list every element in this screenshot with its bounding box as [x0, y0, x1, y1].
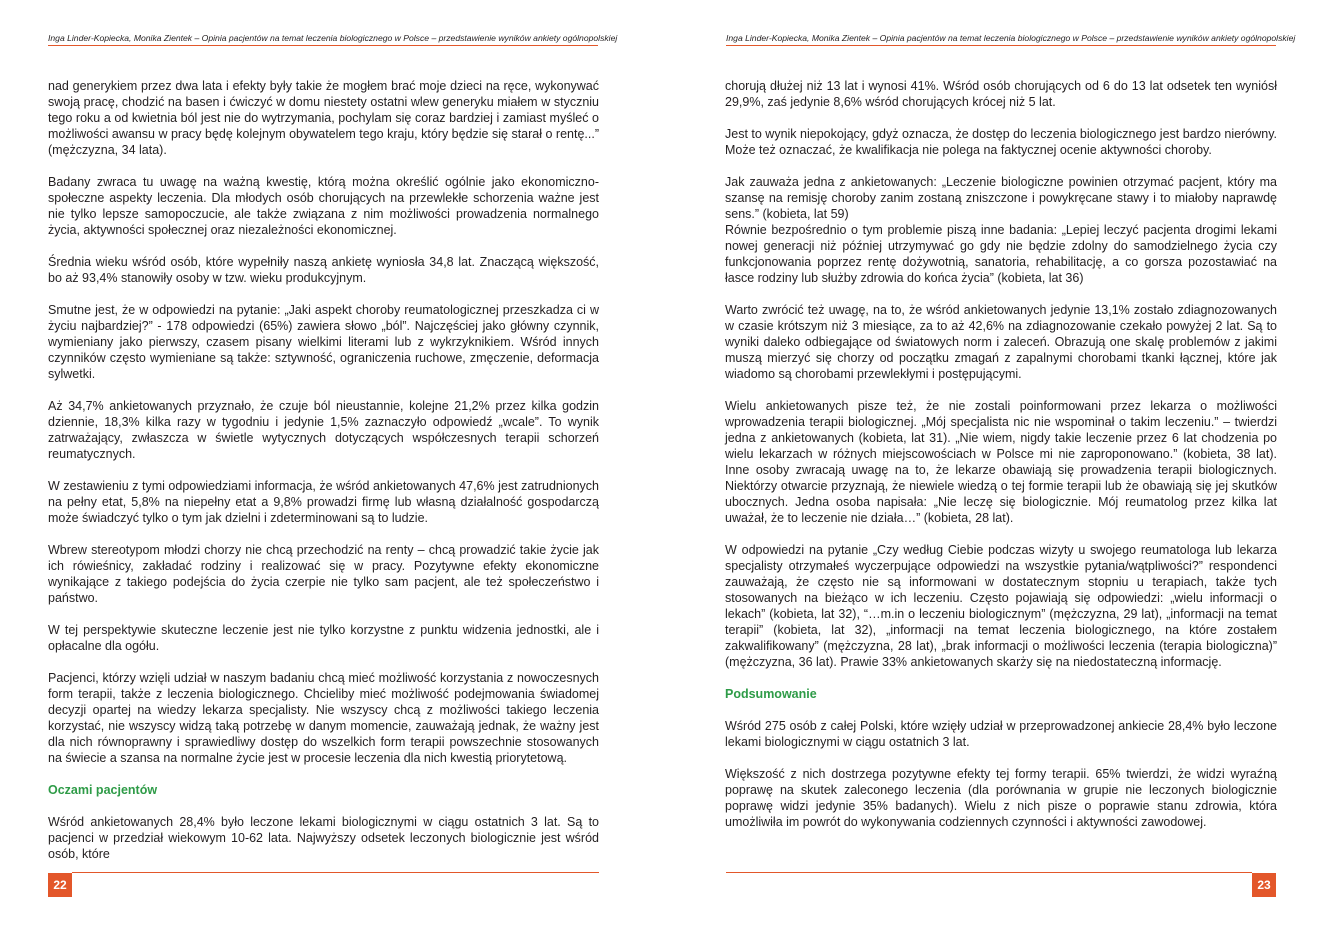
paragraph: W odpowiedzi na pytanie „Czy według Ciebie podczas wizyty u swojego reumatologa lub lekarza specjalisty otrzymałeś wyczerpujące odpowiedzi na wszystkie pytania/wątpliwości?” respondenci zauważają, że często nie są informowani w dostatecznym stopniu u terapiach, także tych stosowanych na bieżąco w ich leczeniu. Często pojawiają się odpowiedzi: „wielu informacji o lekach” (kobieta, lat 32), “…m.in o leczeniu biologicznym” (mężczyzna, 29 lat), „informacji na temat terapii” (kobieta, lat 32), „informacji na temat leczenia biologicznego, na które zostałem zakwalifikowany” (mężczyzna, 28 lat), „brak informacji o możliwości leczenia (terapia biologiczna)” (mężczyzna, 36 lat). Prawie 33% ankietowanych skarży się na niedostateczną informację.: [725, 543, 1277, 669]
left-page-body: [48, 78, 599, 862]
footer-rule: [726, 872, 1252, 873]
paragraph: Pacjenci, którzy wzięli udział w naszym badaniu chcą mieć możliwość korzystania z nowoczesnych form terapii, także z leczenia biologicznego. Chcieliby mieć możliwość podejmowania świadomej decyzji opartej na wiedzy lekarza specjalisty. Nie wszyscy chcą z możliwości takiego leczenia korzystać, nie wszyscy widzą taką potrzebę w danym momencie, zauważają jednak, że ważny jest dla nich równoprawny i sprawiedliwy dostęp do wszelkich form terapii powszechnie stosowanych na świecie a szansa na normalne życie jest w procesie leczenia dla nich kwestią priorytetową.: [48, 671, 599, 765]
running-header: Inga Linder-Kopiecka, Monika Zientek – Opinia pacjentów na temat leczenia biologicznego w Polsce – przedstawienie wyników ankiety ogólnopolskiej: [726, 33, 1296, 43]
paragraph: Większość z nich dostrzega pozytywne efekty tej formy terapii. 65% twierdzi, że widzi wyraźną poprawę na skutek zaleconego leczenia (dla porównania w grupie nie leczonych biologicznie poprawę widzi jedynie 35% badanych). Wielu z nich pisze o poprawie stanu zdrowia, która umożliwiła im powrót do wykonywania codziennych czynności i aktywności zawodowej.: [725, 767, 1277, 829]
paragraph: Wśród ankietowanych 28,4% było leczone lekami biologicznymi w ciągu ostatnich 3 lat. Są to pacjenci w przedział wiekowym 10-62 lata. Najwyższy odsetek leczonych biologicznie jest wśród osób, które: [48, 815, 599, 861]
paragraph: Jest to wynik niepokojący, gdyż oznacza, że dostęp do leczenia biologicznego jest bardzo nierówny. Może też oznaczać, że kwalifikacja nie polega na faktycznej ocenie aktywności choroby.: [725, 127, 1277, 157]
paragraph: nad generykiem przez dwa lata i efekty były takie że mogłem brać moje dzieci na ręce, wykonywać swoją pracę, chodzić na basen i ćwiczyć w domu niestety ostatni wlew generyku miałem w styczniu tego roku a od kwietnia ból jest nie do wytrzymania, pochylam się coraz bardziej i zamiast myśleć o możliwości awansu w pracy będę kolejnym obywatelem tego kraju, który będzie się starał o rentę...” (mężczyzna, 34 lata).: [48, 79, 599, 157]
left-page: [0, 0, 661, 935]
paragraph: Aż 34,7% ankietowanych przyznało, że czuje ból nieustannie, kolejne 21,2% przez kilka godzin dziennie, 18,3% kilka razy w tygodniu i jedynie 1,5% zaznaczyło odpowiedź „wcale”. To wynik zatrważający, zwłaszcza w świetle wytycznych dotyczących współczesnych terapii schorzeń reumatycznych.: [48, 399, 599, 461]
paragraph: W zestawieniu z tymi odpowiedziami informacja, że wśród ankietowanych 47,6% jest zatrudnionych na pełny etat, 5,8% na niepełny etat a 9,8% prowadzi firmę lub własną działalność gospodarczą może świadczyć tylko o tym jak dzielni i zdeterminowani są to ludzie.: [48, 479, 599, 525]
paragraph: chorują dłużej niż 13 lat i wynosi 41%. Wśród osób chorujących od 6 do 13 lat odsetek ten wyniósł 29,9%, zaś jedynie 8,6% wśród chorujących krócej niż 5 lat.: [725, 79, 1277, 109]
paragraph: Jak zauważa jedna z ankietowanych: „Leczenie biologiczne powinien otrzymać pacjent, który ma szansę na remisję choroby zanim zostaną zniszczone i powykręcane stawy i to miałoby naprawdę sens.” (kobieta, lat 59): [725, 175, 1277, 221]
paragraph: W tej perspektywie skuteczne leczenie jest nie tylko korzystne z punktu widzenia jednostki, ale i opłacalne dla ogółu.: [48, 623, 599, 653]
paragraph: Wśród 275 osób z całej Polski, które wzięły udział w przeprowadzonej ankiecie 28,4% było leczone lekami biologicznymi w ciągu ostatnich 3 lat.: [725, 719, 1277, 749]
paragraph: Smutne jest, że w odpowiedzi na pytanie: „Jaki aspekt choroby reumatologicznej przeszkadza ci w życiu najbardziej?” - 178 odpowiedzi (65%) zawiera słowo „ból”. Najczęściej jako główny czynnik, wymieniany jako pierwszy, czasem pisany wielkimi literami lub z wykrzyknikiem. Wśród innych czynników często wymieniane są także: sztywność, ograniczenia ruchowe, zmęczenie, deformacja sylwetki.: [48, 303, 599, 381]
section-heading: Oczami pacjentów: [48, 783, 158, 797]
section-heading: Podsumowanie: [725, 687, 817, 701]
header-rule: [726, 45, 1276, 46]
paragraph: Wbrew stereotypom młodzi chorzy nie chcą przechodzić na renty – chcą prowadzić takie życie jak ich rówieśnicy, zakładać rodziny i realizować się w pracy. Pozytywne efekty ekonomiczne wynikające z takiego podejścia do życia czerpie nie tylko sam pacjent, ale też społeczeństwo i państwo.: [48, 543, 599, 605]
paragraph: Średnia wieku wśród osób, które wypełniły naszą ankietę wyniosła 34,8 lat. Znaczącą większość, bo aż 93,4% stanowiły osoby w tzw. wieku produkcyjnym.: [48, 255, 599, 285]
running-header: Inga Linder-Kopiecka, Monika Zientek – Opinia pacjentów na temat leczenia biologicznego w Polsce – przedstawienie wyników ankiety ogólnopolskiej: [48, 33, 618, 43]
right-page-body: [725, 78, 1277, 846]
paragraph: Wielu ankietowanych pisze też, że nie zostali poinformowani przez lekarza o możliwości wprowadzenia terapii biologicznej. „Mój specjalista nic nie wspominał o takim leczeniu.” – twierdzi jedna z ankietowanych (kobieta, lat 31). „Nie wiem, nigdy takie leczenie przez 6 lat chodzenia po wielu lekarzach w różnych miejscowościach w Polsce mi nie zaproponowano.” (kobieta, 38 lat). Inne osoby zwracają uwagę na to, że lekarze obawiają się prowadzenia terapii biologicznych. Niektórzy otwarcie przyznają, że niewiele wiedzą o tej formie terapii lub że obawiają się jej skutków ubocznych. Jedna osoba napisała: „Nie leczę się biologicznie. Mój reumatolog przez kilka lat uważał, że to leczenie nie działa…” (kobieta, 28 lat).: [725, 399, 1277, 525]
right-page: [662, 0, 1323, 935]
paragraph: Warto zwrócić też uwagę, na to, że wśród ankietowanych jedynie 13,1% zostało zdiagnozowanych w czasie krótszym niż 3 miesiące, za to aż 42,6% na zdiagnozowanie czekało powyżej 2 lat. Są to wyniki daleko odbiegające od światowych norm i zaleceń. Obrazują one skalę problemów z jakimi muszą mierzyć się chorzy od początku zmagań z zapalnymi chorobami tkanki łącznej, które jak wiadomo są chorobami przewlekłymi i postępującymi.: [725, 303, 1277, 381]
page-number: 22: [48, 873, 72, 897]
paragraph: Badany zwraca tu uwagę na ważną kwestię, którą można określić ogólnie jako ekonomiczno-społeczne aspekty leczenia. Dla młodych osób chorujących na przewlekłe schorzenia ważne jest nie tylko lepsze samopoczucie, ale także związana z nim możliwości prowadzenia normalnego życia, aktywności społecznej oraz niezależności ekonomicznej.: [48, 175, 599, 237]
footer-rule: [72, 872, 599, 873]
page-number: 23: [1252, 873, 1276, 897]
header-rule: [48, 45, 598, 46]
paragraph: Równie bezpośrednio o tym problemie piszą inne badania: „Lepiej leczyć pacjenta drogimi lekami nowej generacji niż później utrzymywać go gdy nie będzie zdolny do samodzielnego życia czy funkcjonowania poprzez rentę dożywotnią, sanatoria, rehabilitację, a co gorsza pozostawiać na łasce rodziny lub służby zdrowia do końca życia” (kobieta, lat 36): [725, 223, 1277, 285]
